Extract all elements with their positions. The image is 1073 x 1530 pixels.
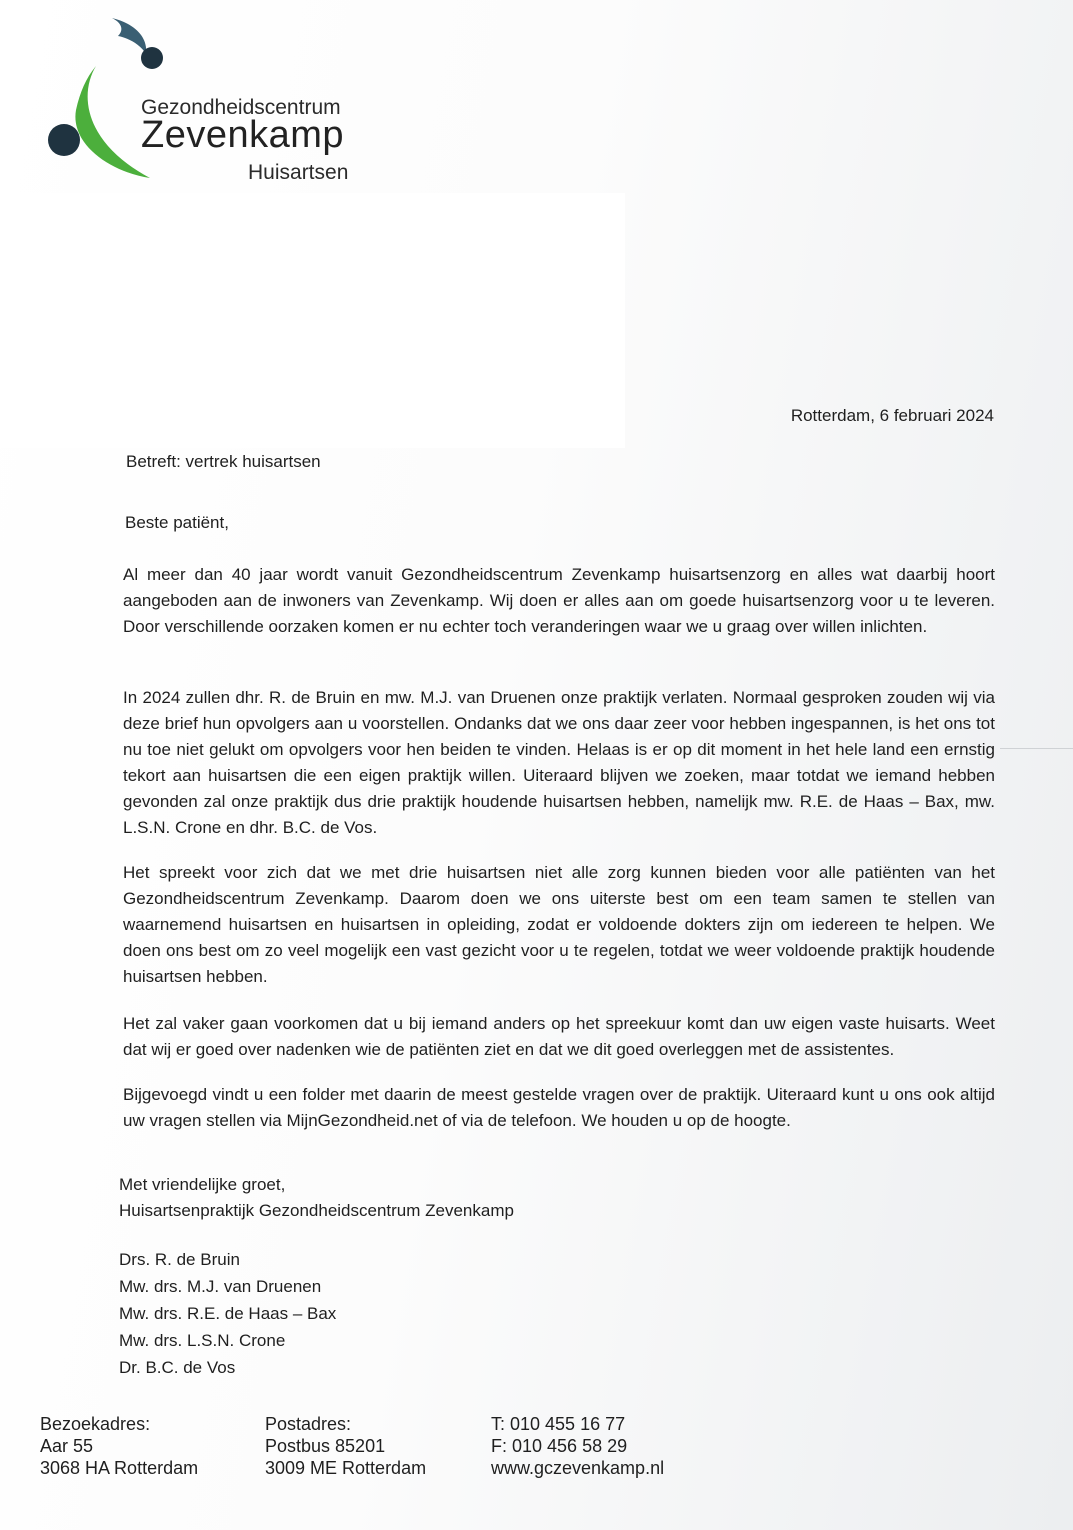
postal-address-box: Postbus 85201 (265, 1436, 386, 1456)
postal-address-city: 3009 ME Rotterdam (265, 1458, 427, 1478)
body-paragraph: Het zal vaker gaan voorkomen dat u bij iemand anders op het spreekuur komt dan uw eigen vaste huisarts. Weet dat wij er goed over nadenken wie de patiënten ziet en dat we dit goed overleggen met de assistentes. (123, 1014, 995, 1059)
body-paragraph: In 2024 zullen dhr. R. de Bruin en mw. M.J. van Druenen onze praktijk verlaten. Normaal gesproken zouden wij via deze brief hun opvolgers aan u voorstellen. Ondanks dat we ons daar zeer voor hebben ingespannen, is het ons tot nu toe niet gelukt om opvolgers voor hen beiden te vinden. Helaas is er op dit moment in het hele land een ernstig tekort aan huisartsen die een eigen praktijk willen. Uiteraard blijven we zoeken, maar totdat we iemand hebben gevonden zal onze praktijk dus drie praktijk houdende huisartsen hebben, namelijk mw. R.E. de Haas – Bax, mw. L.S.N. Crone en dhr. B.C. de Vos. (123, 688, 995, 837)
closing-sender: Huisartsenpraktijk Gezondheidscentrum Zevenkamp (119, 1201, 514, 1220)
body-paragraph: Het spreekt voor zich dat we met drie huisartsen niet alle zorg kunnen bieden voor alle patiënten van het Gezondheidscentrum Zevenkamp. Daarom doen we ons uiterste best om een team samen te stellen van waarnemend huisartsen en huisartsen in opleiding, zodat er voldoende dokters zijn om iedereen te helpen. We doen ons best om zo veel mogelijk een vast gezicht voor u te regelen, totdat we weer voldoende praktijk houdende huisartsen hebben. (123, 863, 995, 986)
closing-greeting: Met vriendelijke groet, (119, 1175, 286, 1194)
signatory-list (119, 1246, 336, 1381)
body-paragraph: Al meer dan 40 jaar wordt vanuit Gezondheidscentrum Zevenkamp huisartsenzorg en alles wat daarbij hoort aangeboden aan de inwoners van Zevenkamp. Wij doen er alles aan om goede huisartsenzorg voor u te leveren. Door verschillende oorzaken komen er nu echter toch veranderingen waar we u graag over willen inlichten. (123, 565, 995, 636)
blank-address-window (0, 193, 625, 448)
phone-number: T: 010 455 16 77 (491, 1414, 626, 1434)
signatory: Dr. B.C. de Vos (119, 1358, 236, 1377)
visit-address-city: 3068 HA Rotterdam (40, 1458, 199, 1478)
signatory: Mw. drs. L.S.N. Crone (119, 1331, 286, 1350)
signatory: Drs. R. de Bruin (119, 1250, 240, 1269)
letter-date: Rotterdam, 6 februari 2024 (790, 406, 994, 425)
footer-contact (491, 1413, 664, 1479)
footer-postal-address (265, 1413, 426, 1479)
footer-visit-address (40, 1413, 198, 1479)
visit-address-label: Bezoekadres: (40, 1414, 151, 1434)
postal-address-label: Postadres: (265, 1414, 352, 1434)
letter-subject: Betreft: vertrek huisartsen (126, 452, 321, 471)
signatory: Mw. drs. M.J. van Druenen (119, 1277, 322, 1296)
letter-salutation: Beste patiënt, (125, 513, 229, 532)
practice-logo (40, 14, 370, 189)
signatory: Mw. drs. R.E. de Haas – Bax (119, 1304, 337, 1323)
visit-address-street: Aar 55 (40, 1436, 94, 1456)
paper-fold-line (1000, 748, 1073, 749)
fax-number: F: 010 456 58 29 (491, 1436, 628, 1456)
website-link[interactable]: www.gczevenkamp.nl (491, 1458, 665, 1478)
logo-line-gezondheidscentrum: Gezondheidscentrum (141, 96, 341, 119)
logo-line-huisartsen: Huisartsen (248, 161, 349, 184)
logo-line-zevenkamp: Zevenkamp (141, 114, 345, 156)
letter-closing (119, 1172, 514, 1224)
body-paragraph: Bijgevoegd vindt u een folder met daarin de meest gestelde vragen over de praktijk. Uiteraard kunt u ons ook altijd uw vragen stellen via MijnGezondheid.net of via de telefoon. We houden u op de hoogte. (123, 1085, 995, 1130)
